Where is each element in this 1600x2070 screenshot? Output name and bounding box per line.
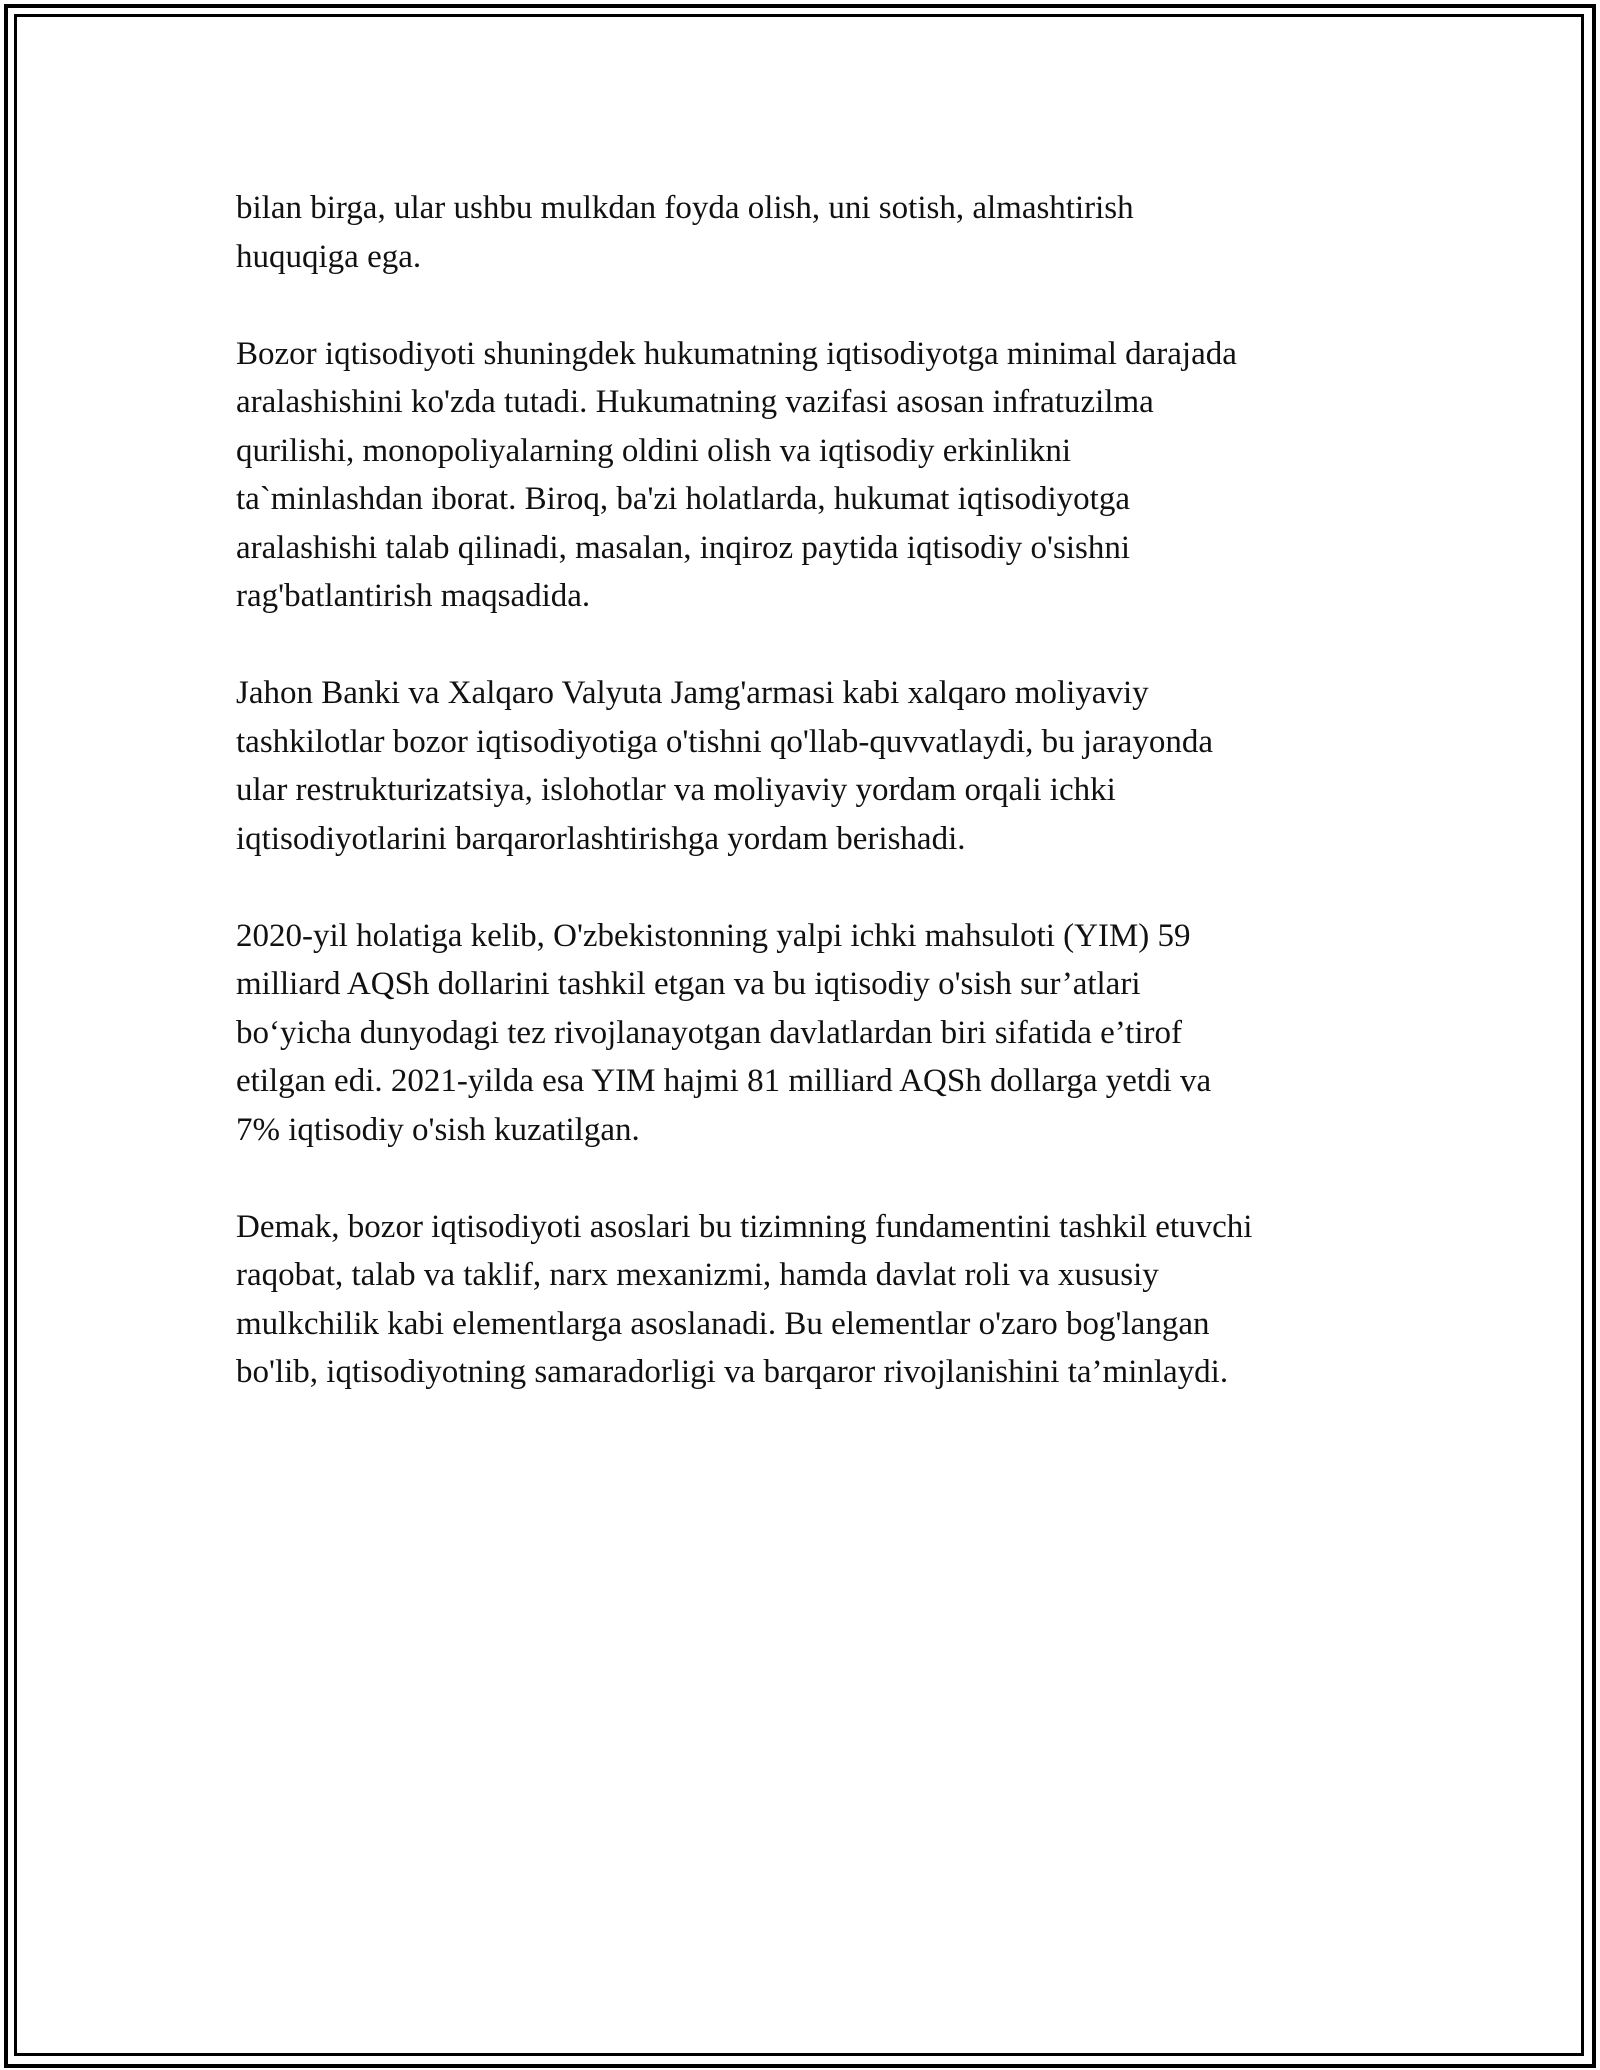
paragraph-international-institutions [236, 669, 1396, 863]
paragraph-property-rights [236, 184, 1396, 281]
paragraph-government-role [236, 330, 1396, 621]
document-body [236, 184, 1396, 1445]
text-line: aralashishi talab qilinadi, masalan, inqiroz paytida iqtisodiy o'sishni [236, 529, 1131, 566]
text-line: iqtisodiyotlarini barqarorlashtirishga yordam berishadi. [236, 820, 966, 857]
text-line: huquqiga ega. [236, 238, 422, 275]
text-line: milliard AQSh dollarini tashkil etgan va bu iqtisodiy o'sish sur’atlari [236, 966, 1141, 1002]
text-line: ta`minlashdan iborat. Biroq, ba'zi holatlarda, hukumat iqtisodiyotga [236, 481, 1130, 517]
text-line: mulkchilik kabi elementlarga asoslanadi. Bu elementlar o'zaro bog'langan [236, 1305, 1210, 1342]
text-line: 7% iqtisodiy o'sish kuzatilgan. [236, 1111, 640, 1148]
text-line: bo‘yicha dunyodagi tez rivojlanayotgan davlatlardan biri sifatida e’tirof [236, 1014, 1182, 1051]
text-line: tashkilotlar bozor iqtisodiyotiga o'tishni qo'llab-quvvatlaydi, bu jarayonda [236, 723, 1213, 760]
text-line: Bozor iqtisodiyoti shuningdek hukumatning iqtisodiyotga minimal darajada [236, 335, 1237, 372]
text-line: rag'batlantirish maqsadida. [236, 578, 591, 614]
text-line: raqobat, talab va taklif, narx mexanizmi, hamda davlat roli va xususiy [236, 1257, 1159, 1293]
text-line: qurilishi, monopoliyalarning oldini olish va iqtisodiy erkinlikni [236, 432, 1072, 469]
text-line: etilgan edi. 2021-yilda esa YIM hajmi 81 milliard AQSh dollarga yetdi va [236, 1063, 1212, 1099]
text-line: Demak, bozor iqtisodiyoti asoslari bu tizimning fundamentini tashkil etuvchi [236, 1208, 1253, 1245]
text-line: bilan birga, ular ushbu mulkdan foyda olish, uni sotish, almashtirish [236, 190, 1134, 226]
paragraph-conclusion [236, 1203, 1396, 1397]
text-line: aralashishini ko'zda tutadi. Hukumatning vazifasi asosan infratuzilma [236, 384, 1154, 420]
text-line: 2020-yil holatiga kelib, O'zbekistonning yalpi ichki mahsuloti (YIM) 59 [236, 917, 1191, 954]
paragraph-uzbekistan-gdp [236, 912, 1396, 1155]
text-line: ular restrukturizatsiya, islohotlar va moliyaviy yordam orqali ichki [236, 772, 1116, 808]
text-line: Jahon Banki va Xalqaro Valyuta Jamg'armasi kabi xalqaro moliyaviy [236, 675, 1149, 711]
text-line: bo'lib, iqtisodiyotning samaradorligi va barqaror rivojlanishini ta’minlaydi. [236, 1354, 1229, 1390]
